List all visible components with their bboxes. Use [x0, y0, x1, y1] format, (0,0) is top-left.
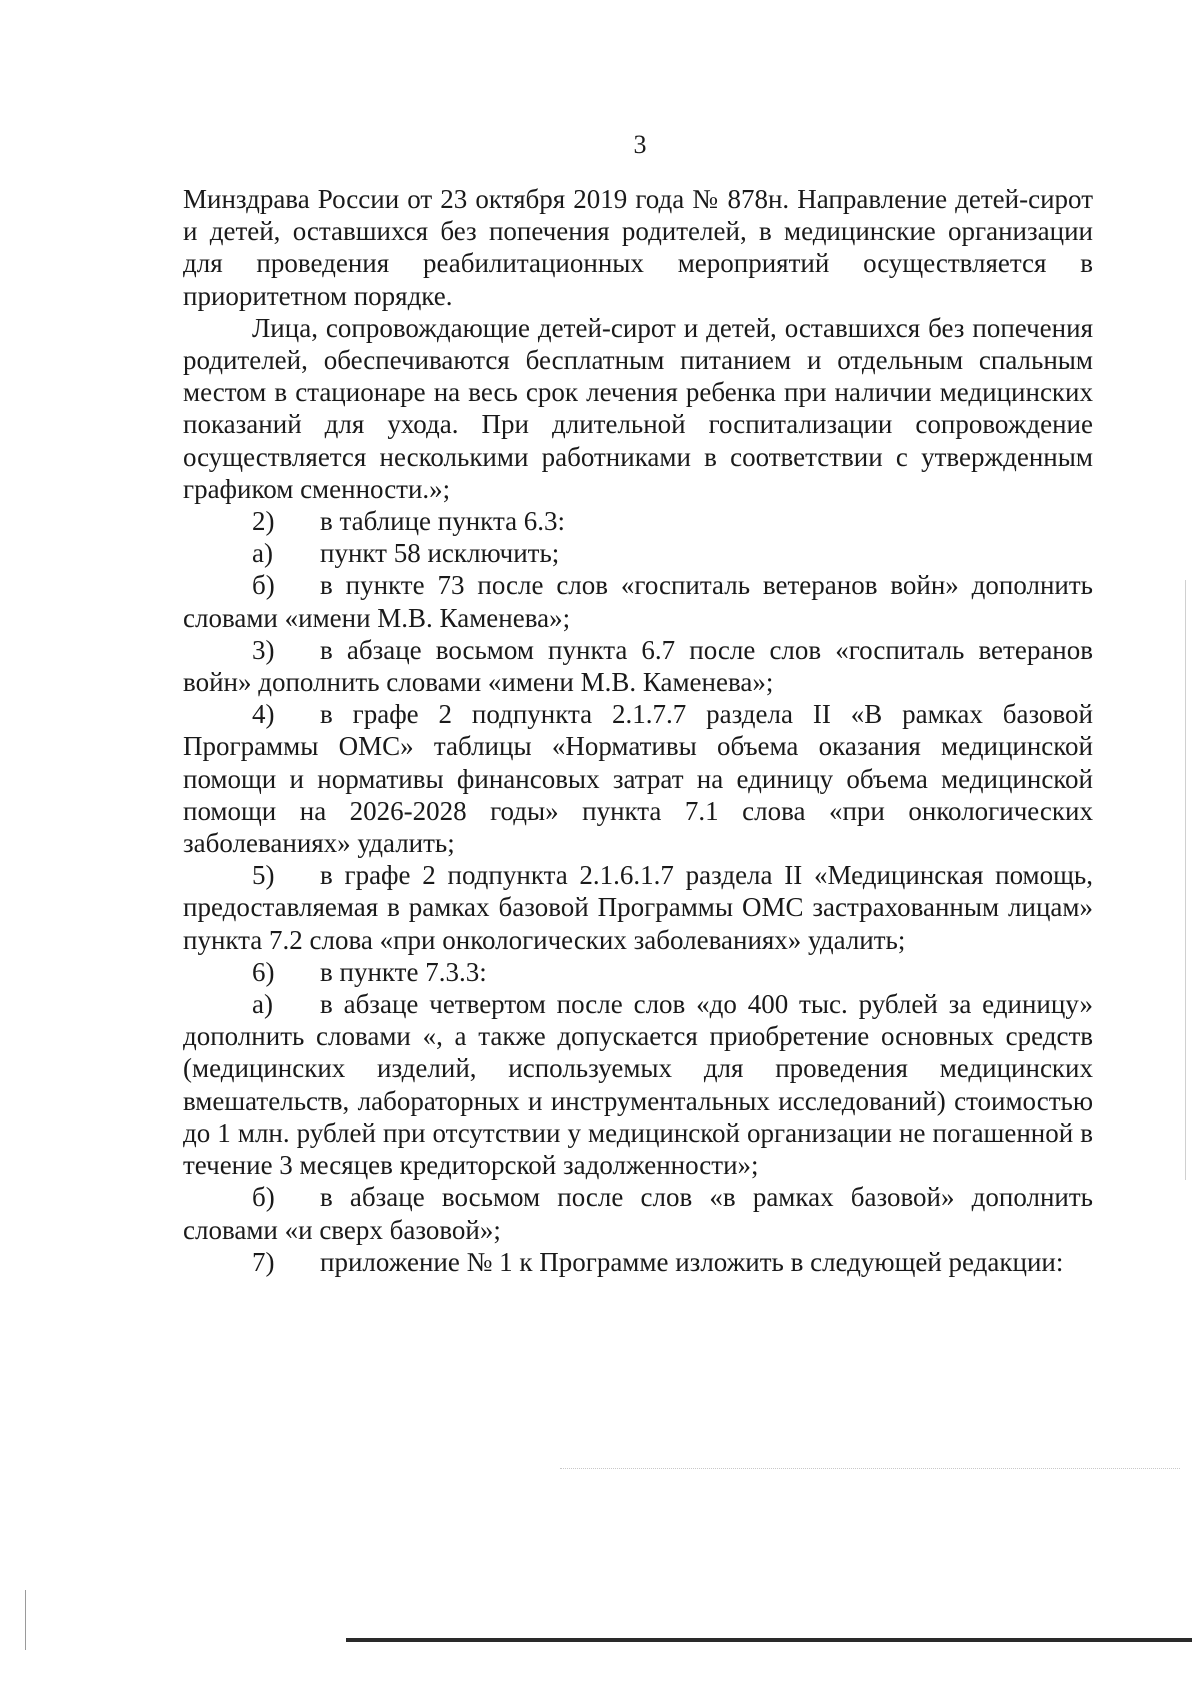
footer-rule [346, 1638, 1192, 1642]
item-text: в таблице пункта 6.3: [320, 506, 566, 537]
paragraph-text: Минздрава России от 23 октября 2019 года № 878н. Направление детей-сирот и детей, оставшихся без попечения родителей, в медицинские организации для проведения реабилитационных мероприятий осуществляется в приоритетном порядке. [183, 184, 1093, 311]
list-item-3 [183, 634, 1093, 698]
item-number: 2) [252, 506, 275, 537]
list-item-6 [183, 956, 1093, 988]
list-item-2 [183, 505, 1093, 537]
paragraph-text: Лица, сопровождающие детей-сирот и детей, оставшихся без попечения родителей, обеспечиваются бесплатным питанием и отдельным спальным местом в стационаре на весь срок лечения ребенка при наличии медицинских показаний для ухода. При длительной госпитализации сопровождение осуществляется несколькими работниками в соответствии с утвержденным графиком сменности.»; [183, 312, 1093, 504]
list-item-2b [183, 569, 1093, 633]
item-number: 6) [252, 956, 275, 987]
item-number: 4) [252, 699, 275, 730]
item-number: б) [252, 570, 275, 601]
list-item-6a [183, 988, 1093, 1181]
list-item-4 [183, 698, 1093, 859]
document-body [183, 183, 1093, 1278]
scan-artifact-line [560, 1468, 1180, 1469]
item-number: а) [252, 989, 273, 1020]
item-text: в абзаце восьмом пункта 6.7 после слов «госпиталь ветеранов войн» дополнить словами «имени М.В. Каменева»; [183, 634, 1093, 698]
list-item-2a [183, 537, 1093, 569]
paragraph-2 [183, 312, 1093, 505]
item-text: в пункте 73 после слов «госпиталь ветеранов войн» дополнить словами «имени М.В. Каменева»; [183, 570, 1093, 633]
item-number: а) [252, 538, 273, 569]
scan-edge-mark-right [1185, 580, 1186, 1180]
item-text: в пункте 7.3.3: [320, 956, 487, 987]
item-text: пункт 58 исключить; [320, 538, 560, 569]
item-text: приложение № 1 к Программе изложить в следующей редакции: [320, 1246, 1064, 1277]
item-number: 5) [252, 860, 275, 891]
list-item-7 [183, 1246, 1093, 1278]
item-number: 3) [252, 634, 275, 665]
item-number: б) [252, 1182, 275, 1213]
item-text: в абзаце четвертом после слов «до 400 тыс. рублей за единицу» дополнить словами «, а также допускается приобретение основных средств (медицинских изделий, используемых для проведения медицинских вмешательств, лабораторных и инструментальных исследований) стоимостью до 1 млн. рублей при отсутствии у медицинской организации не погашенной в течение 3 месяцев кредиторской задолженности»; [183, 989, 1093, 1181]
scan-edge-mark-left [25, 1590, 26, 1650]
list-item-6b [183, 1181, 1093, 1245]
item-text: в абзаце восьмом после слов «в рамках базовой» дополнить словами «и сверх базовой»; [183, 1182, 1093, 1245]
paragraph-1 [183, 183, 1093, 312]
item-text: в графе 2 подпункта 2.1.7.7 раздела II «В рамках базовой Программы ОМС» таблицы «Нормативы объема оказания медицинской помощи и нормативы финансовых затрат на единицу объема медицинской помощи на 2026-2028 годы» пункта 7.1 слова «при онкологических заболеваниях» удалить; [183, 699, 1093, 859]
list-item-5 [183, 859, 1093, 956]
item-text: в графе 2 подпункта 2.1.6.1.7 раздела II «Медицинская помощь, предоставляемая в рамках базовой Программы ОМС застрахованным лицам» пункта 7.2 слова «при онкологических заболеваниях» удалить; [183, 860, 1093, 955]
page-number: 3 [633, 130, 647, 159]
item-number: 7) [252, 1246, 275, 1277]
